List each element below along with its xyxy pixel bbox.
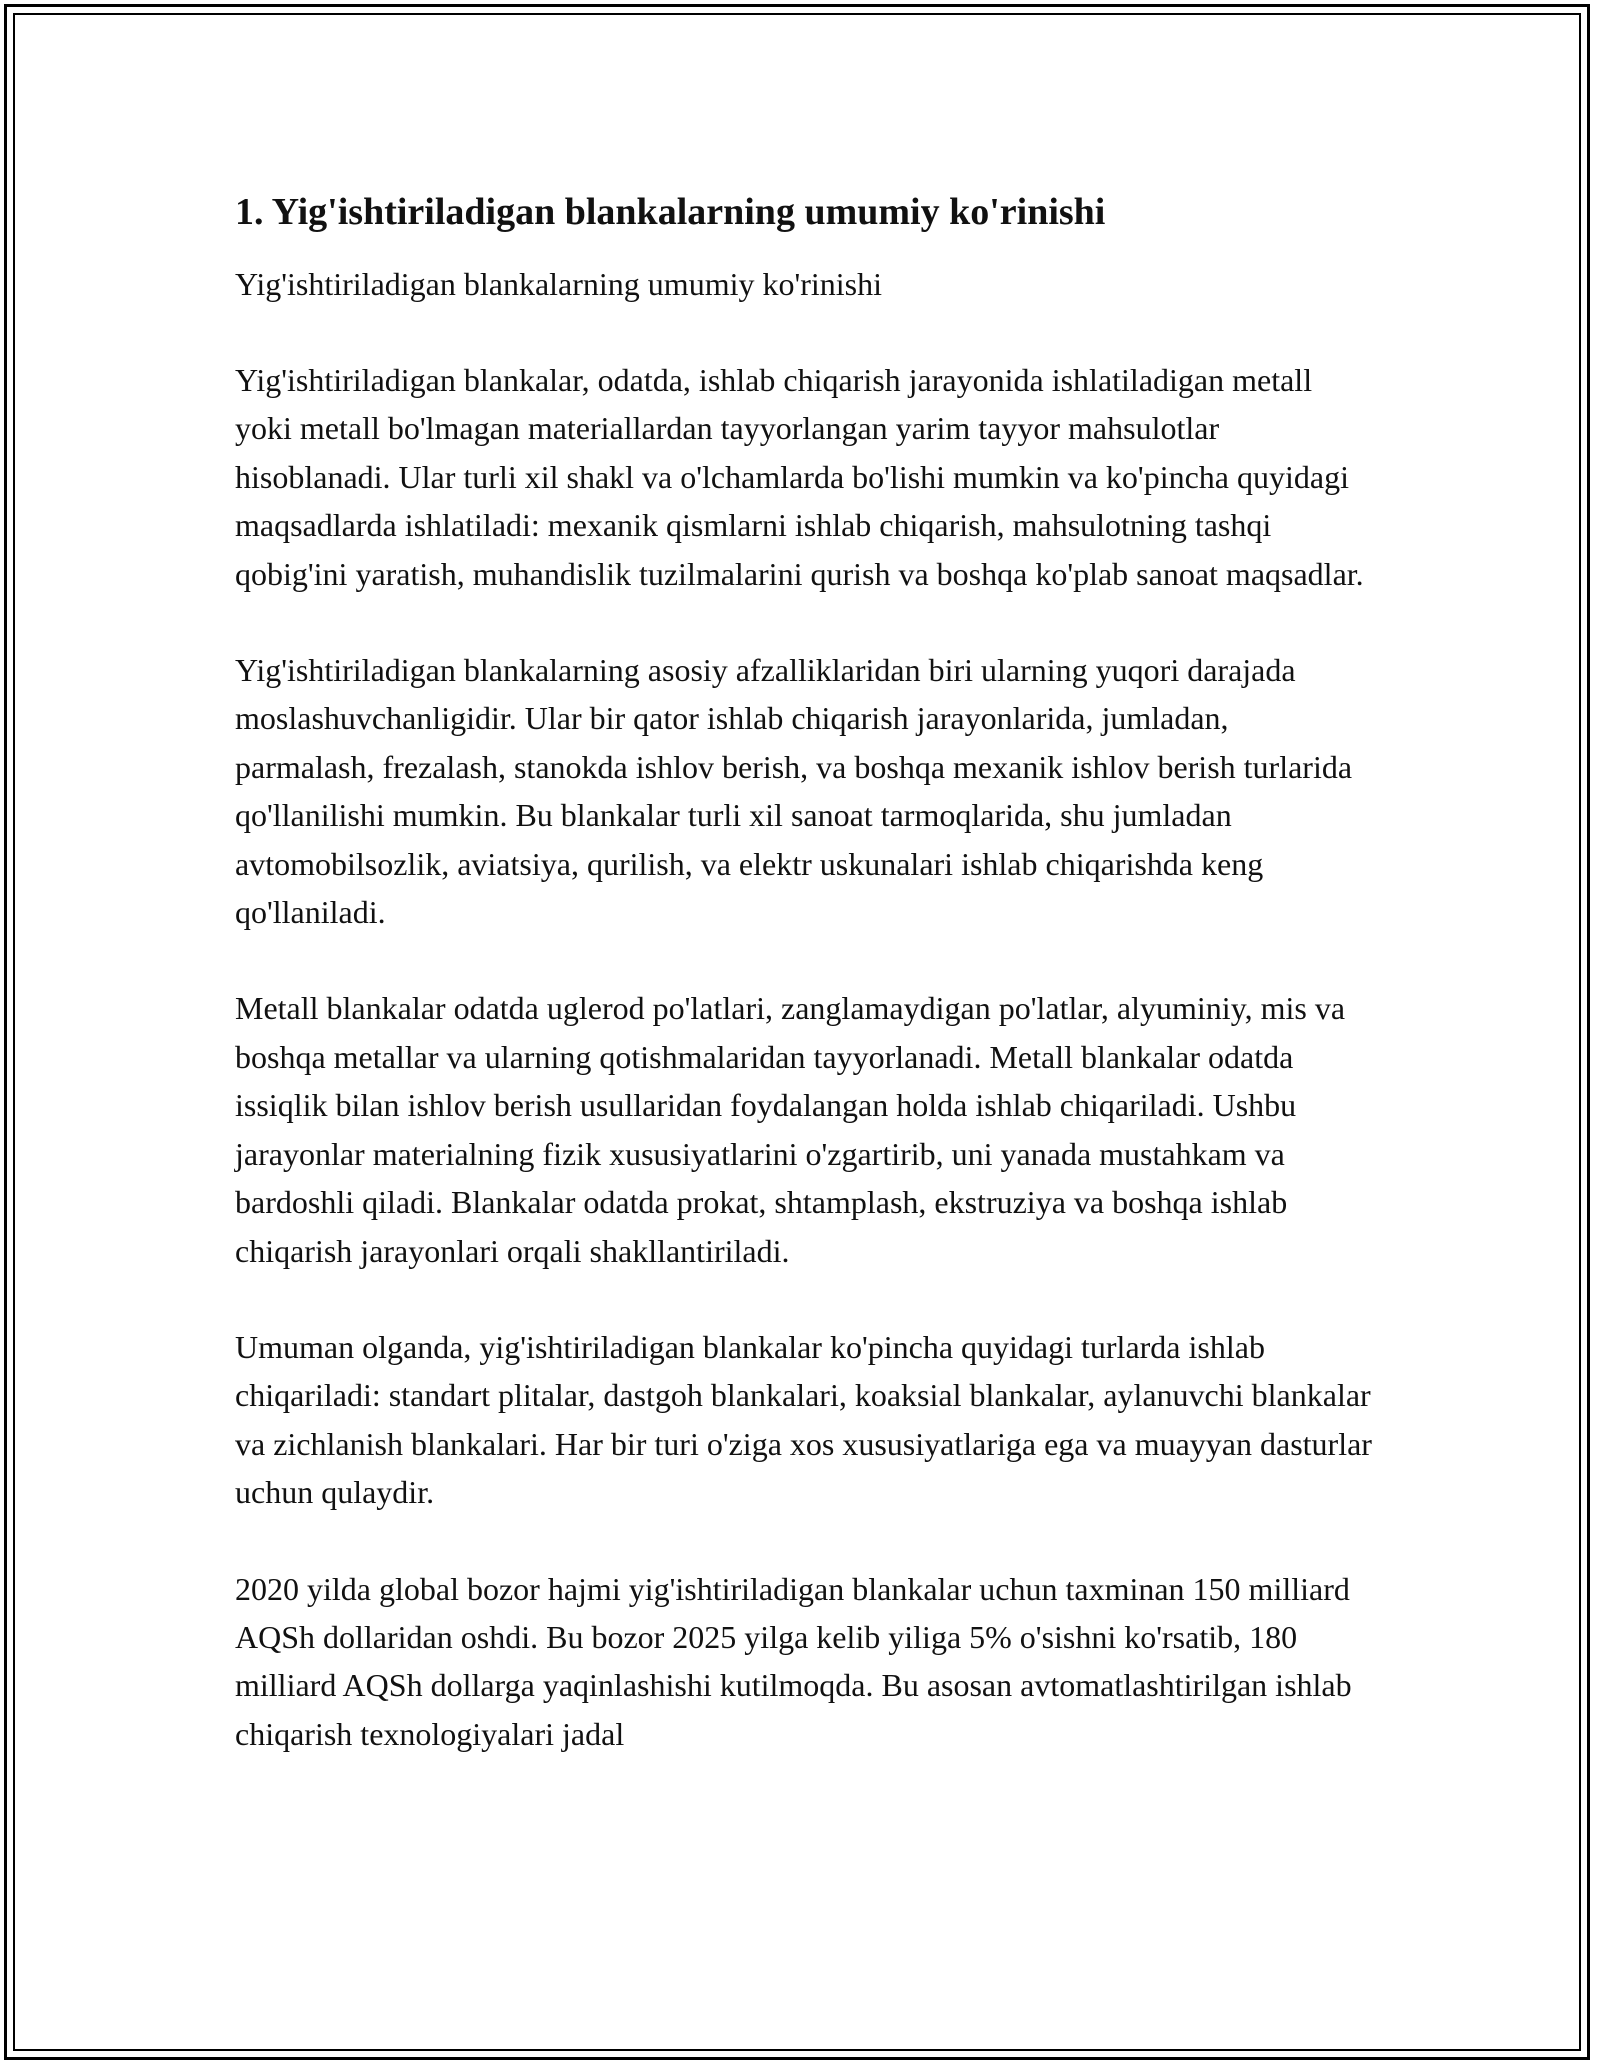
section-subtitle: Yig'ishtiriladigan blankalarning umumiy ko'rinishi [235,266,883,302]
section-heading: 1. Yig'ishtiriladigan blankalarning umumiy ko'rinishi [235,191,1106,233]
paragraph-1: Yig'ishtiriladigan blankalar, odatda, ishlab chiqarish jarayonida ishlatiladigan metall yoki metall bo'lmagan materiallardan tayyorlangan yarim tayyor mahsulotlar hisoblanadi. Ular turli xil shakl va o'lchamlarda bo'lishi mumkin va ko'pincha quyidagi maqsadlarda ishlatiladi: mexanik qismlarni ishlab chiqarish, mahsulotning tashqi qobig'ini yaratish, muhandislik tuzilmalarini qurish va boshqa ko'plab sanoat maqsadlar. [235,362,1364,592]
paragraph-2: Yig'ishtiriladigan blankalarning asosiy afzalliklaridan biri ularning yuqori darajada moslashuvchanligidir. Ular bir qator ishlab chiqarish jarayonlarida, jumladan, parmalash, frezalash, stanokda ishlov berish, va boshqa mexanik ishlov berish turlarida qo'llanilishi mumkin. Bu blankalar turli xil sanoat tarmoqlarida, shu jumladan avtomobilsozlik, aviatsiya, qurilish, va elektr uskunalari ishlab chiqarishda keng qo'llaniladi. [235,652,1353,931]
paragraph-3: Metall blankalar odatda uglerod po'latlari, zanglamaydigan po'latlar, alyuminiy, mis va boshqa metallar va ularning qotishmalaridan tayyorlanadi. Metall blankalar odatda issiqlik bilan ishlov berish usullaridan foydalangan holda ishlab chiqariladi. Ushbu jarayonlar materialning fizik xususiyatlarini o'zgartirib, uni yanada mustahkam va bardoshli qiladi. Blankalar odatda prokat, shtamplash, ekstruziya va boshqa ishlab chiqarish jarayonlari orqali shakllantiriladi. [235,990,1346,1269]
paragraph-5: 2020 yilda global bozor hajmi yig'ishtiriladigan blankalar uchun taxminan 150 milliard AQSh dollaridan oshdi. Bu bozor 2025 yilga kelib yiliga 5% o'sishni ko'rsatib, 180 milliard AQSh dollarga yaqinlashishi kutilmoqda. Bu asosan avtomatlashtirilgan ishlab chiqarish texnologiyalari jadal [235,1570,1352,1752]
paragraph-4: Umuman olganda, yig'ishtiriladigan blankalar ko'pincha quyidagi turlarda ishlab chiqariladi: standart plitalar, dastgoh blankalari, koaksial blankalar, aylanuvchi blankalar va zichlanish blankalari. Har bir turi o'ziga xos xususiyatlariga ega va muayyan dasturlar uchun qulaydir. [235,1328,1372,1511]
document-body [235,186,1375,1806]
